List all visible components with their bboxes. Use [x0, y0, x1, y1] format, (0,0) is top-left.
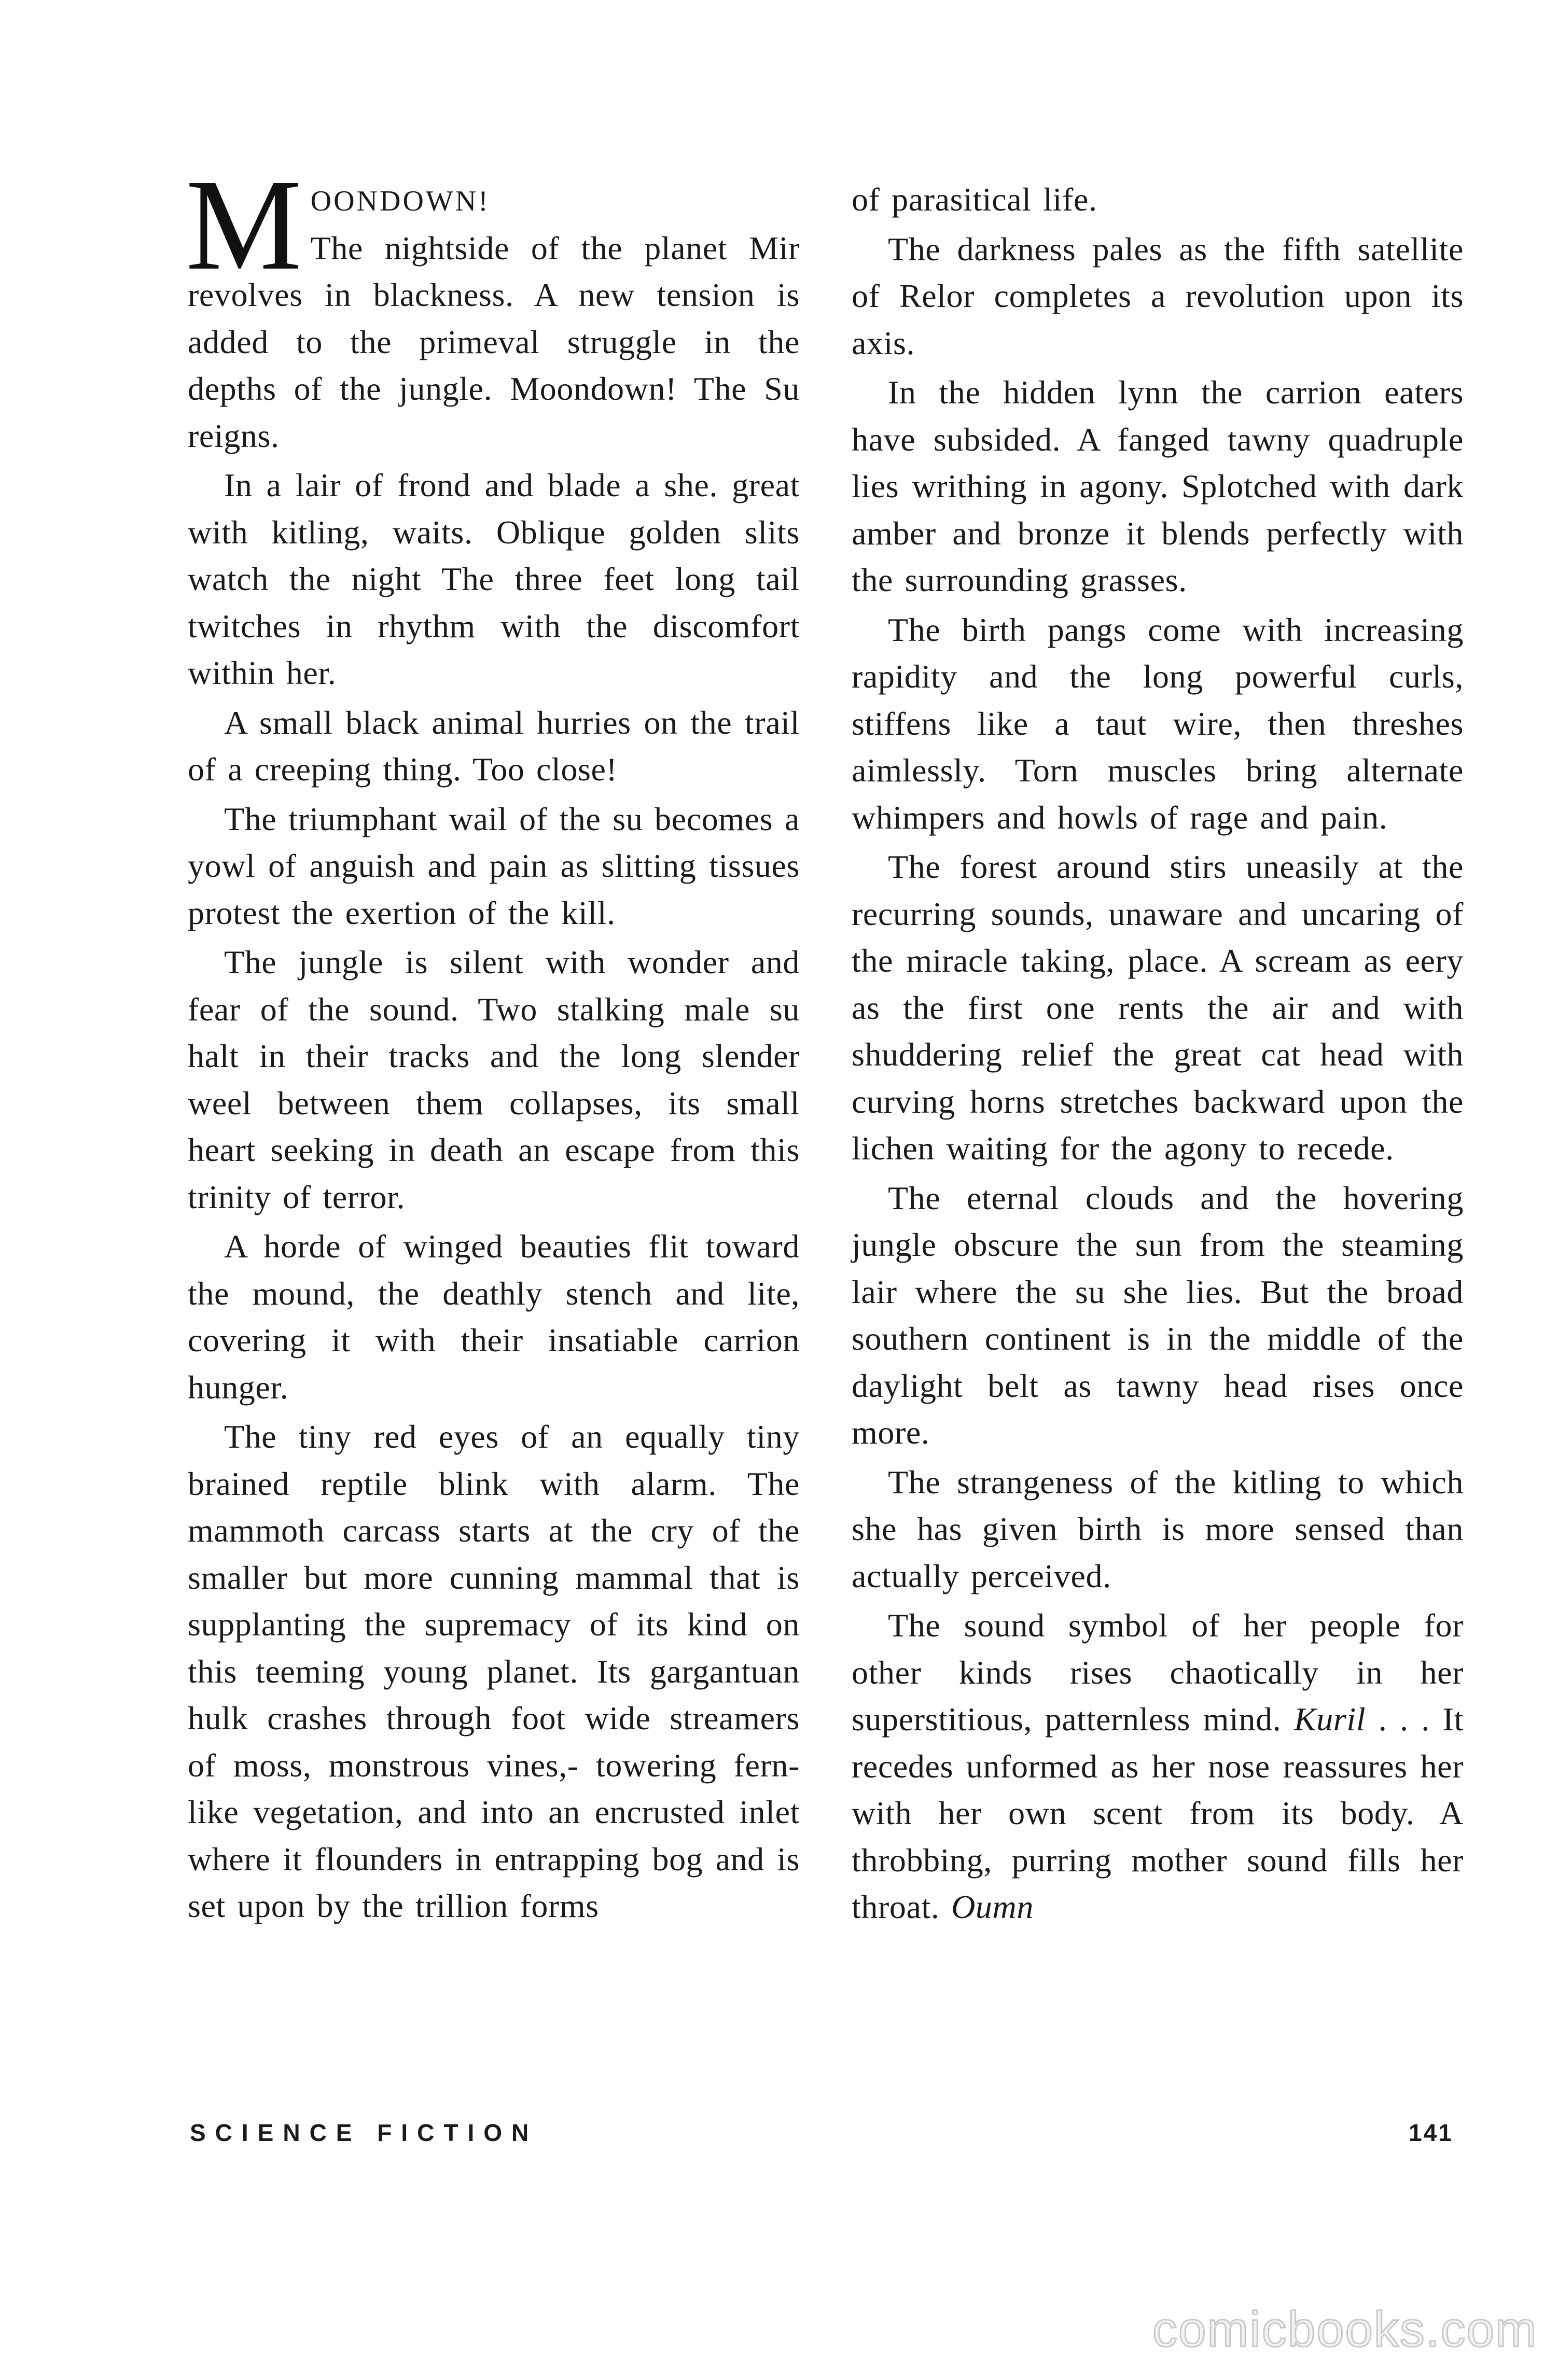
drop-cap: M	[186, 152, 302, 297]
oumn-word: Oumn	[951, 1888, 1034, 1925]
paragraph-tiny-red-eyes: The tiny red eyes of an equally tiny brained reptile blink with alarm. The mammoth carcass starts at the cry of the smaller but more cunning mammal that is supplanting the supremacy of its kind on this teeming young planet. Its gargantuan hulk crashes through foot wide streamers of moss, monstrous vines,- towering fern-like vegetation, and into an encrusted inlet where it flounders in entrapping bog and is set upon by the trillion forms	[188, 1418, 800, 1924]
paragraph-continued: of parasitical life.	[852, 181, 1097, 218]
paragraph-birth-pangs: The birth pangs come with increasing rapidity and the long powerful curls, stiffens like a taut wire, then threshes aimlessly. Torn muscles bring alternate whimpers and howls of rage and pain.	[852, 611, 1464, 836]
paragraph-strangeness: The strangeness of the kitling to which she has given birth is more sensed than actually perceived.	[852, 1463, 1464, 1594]
paragraph-eternal-clouds: The eternal clouds and the hovering jungle obscure the sun from the steaming lair where the su she lies. But the broad southern continent is in the middle of the daylight belt as tawny head rises once more.	[852, 1179, 1464, 1451]
left-column	[186, 152, 800, 1933]
right-column	[852, 176, 1464, 1934]
kuril-word: Kuril	[1293, 1701, 1366, 1738]
opening-paragraph	[186, 152, 800, 459]
paragraph-sound-symbol	[852, 1602, 1464, 1931]
paragraph-lair: In a lair of frond and blade a she. great with kitling, waits. Oblique golden slits watch the night The three feet long tail twitches in rhythm with the discomfort within her.	[188, 467, 800, 691]
watermark: comicbooks.com	[1152, 2302, 1538, 2357]
paragraph-hidden-lynn: In the hidden lynn the carrion eaters have subsided. A fanged tawny quadruple lies writhing in agony. Splotched with dark amber and bronze it blends perfectly with the surrounding grasses.	[852, 374, 1464, 598]
sound-symbol-text-continued: . . . It recedes unformed as her nose reassures her with her own scent from its body. A throbbing, purring mother sound fills her throat.	[852, 1701, 1464, 1925]
page-number: 141	[1409, 2119, 1453, 2146]
opening-caps: OONDOWN!	[310, 185, 490, 217]
footer-publication: SCIENCE FICTION	[190, 2119, 538, 2146]
opening-paragraph-text: The nightside of the planet Mir revolves in blackness. A new tension is added to the primeval struggle in the depths of the jungle. Moondown! The Su reigns.	[188, 229, 800, 454]
paragraph-small-animal: A small black animal hurries on the trail of a creeping thing. Too close!	[188, 704, 800, 788]
paragraph-winged-beauties: A horde of winged beauties flit toward the mound, the deathly stench and lite, covering it with their insatiable carrion hunger.	[188, 1228, 800, 1406]
sound-symbol-text: The sound symbol of her people for other kinds rises chaotically in her superstitious, patternless mind.	[852, 1607, 1464, 1738]
paragraph-jungle-silent: The jungle is silent with wonder and fear of the sound. Two stalking male su halt in their tracks and the long slender weel between them collapses, its small heart seeking in death an escape from this trinity of terror.	[188, 944, 800, 1215]
paragraph-darkness-pales: The darkness pales as the fifth satellite of Relor completes a revolution upon its axis.	[852, 230, 1464, 361]
paragraph-triumphant-wail: The triumphant wail of the su becomes a yowl of anguish and pain as slitting tissues protest the exertion of the kill.	[188, 800, 800, 931]
paragraph-forest-stirs: The forest around stirs uneasily at the recurring sounds, unaware and uncaring of the miracle taking, place. A scream as eery as the first one rents the air and with shuddering relief the great cat head with curving horns stretches backward upon the lichen waiting for the agony to recede.	[852, 848, 1464, 1167]
